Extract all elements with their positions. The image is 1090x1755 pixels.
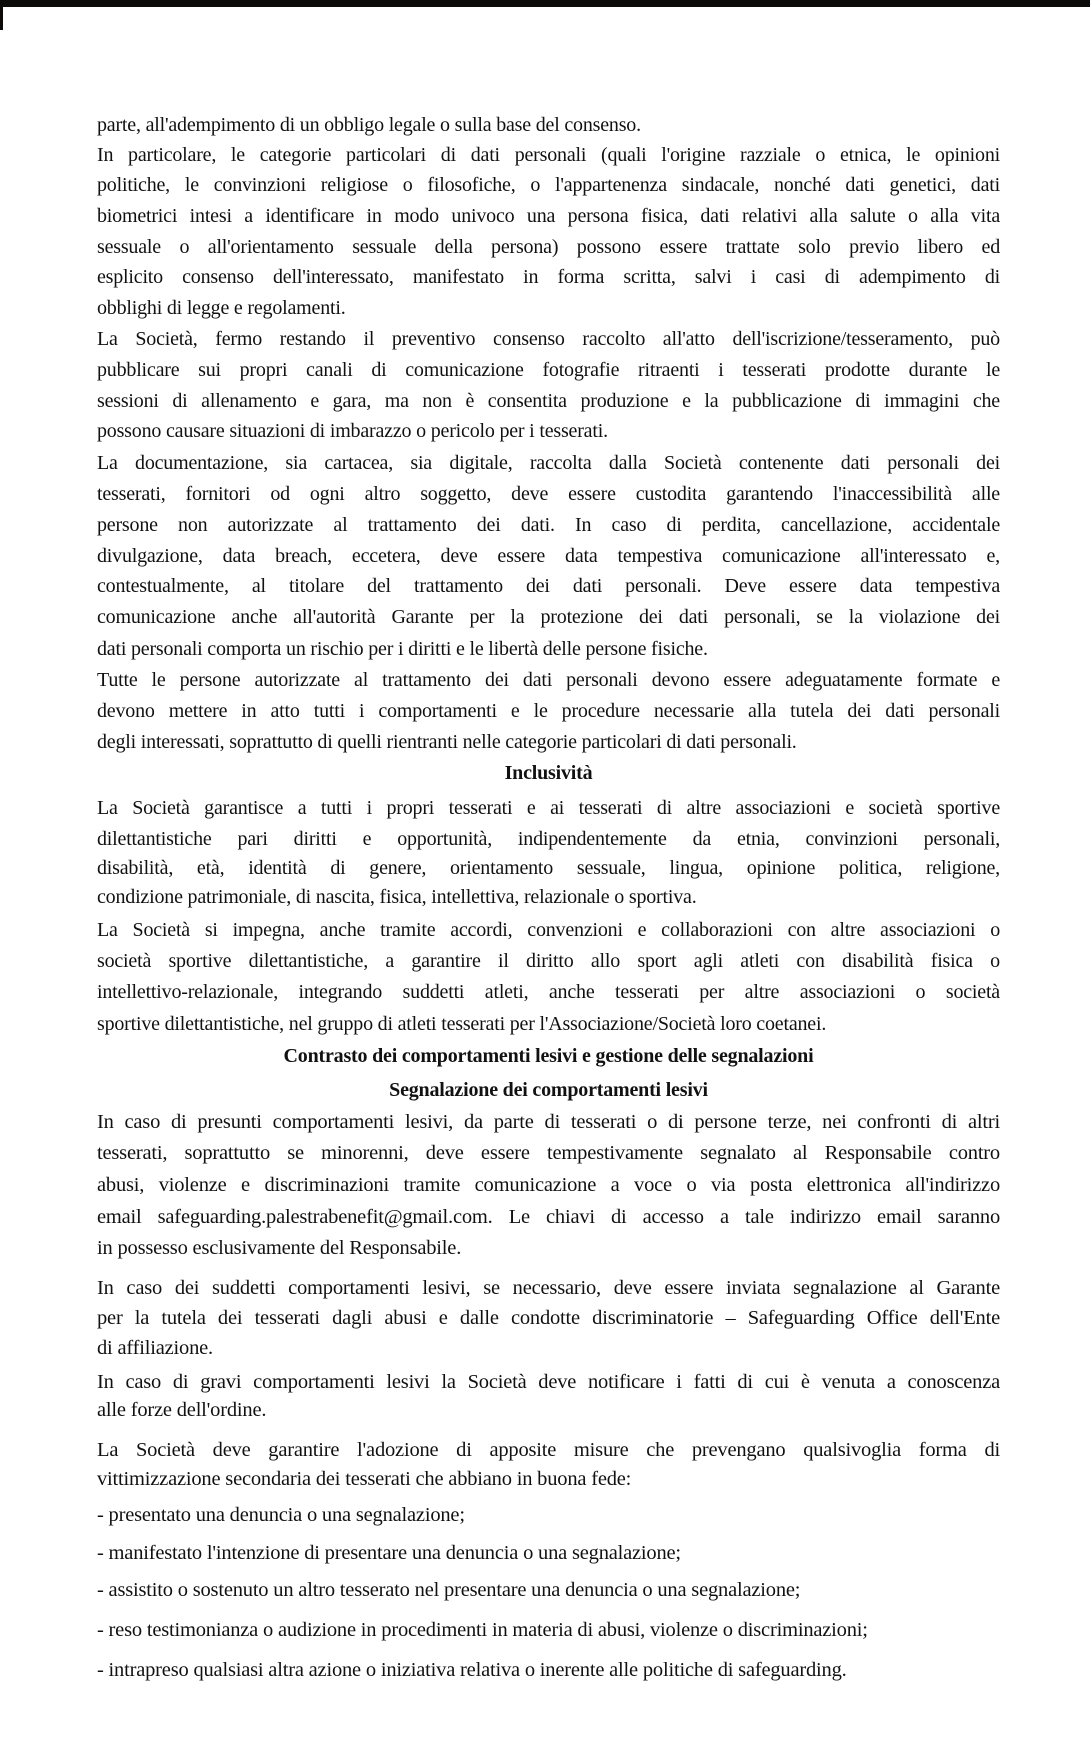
paragraph-line: condizione patrimoniale, di nascita, fisica, intellettiva, relazionale o sportiva. bbox=[97, 886, 697, 908]
paragraph-line: sportive dilettantistiche, nel gruppo di atleti tesserati per l'Associazione/Società loro coetanei. bbox=[97, 1013, 827, 1035]
paragraph-line: per la tutela dei tesserati dagli abusi e dalle condotte discriminatorie – Safeguarding Office dell'Ente bbox=[97, 1307, 1000, 1329]
paragraph-line: La documentazione, sia cartacea, sia digitale, raccolta dalla Società contenente dati personali dei bbox=[97, 452, 1000, 474]
paragraph-line: possono causare situazioni di imbarazzo o pericolo per i tesserati. bbox=[97, 420, 608, 442]
paragraph-line: vittimizzazione secondaria dei tesserati che abbiano in buona fede: bbox=[97, 1468, 632, 1490]
paragraph-line: in possesso esclusivamente del Responsabile. bbox=[97, 1237, 462, 1259]
section-heading: Contrasto dei comportamenti lesivi e gestione delle segnalazioni bbox=[283, 1045, 814, 1067]
paragraph-line: In particolare, le categorie particolari di dati personali (quali l'origine razziale o etnica, le opinioni bbox=[97, 144, 1000, 166]
paragraph-line: La Società deve garantire l'adozione di apposite misure che prevengano qualsivoglia forma di bbox=[97, 1439, 1000, 1461]
section-heading: Inclusività bbox=[504, 762, 593, 784]
paragraph-line: La Società si impegna, anche tramite accordi, convenzioni e collaborazioni con altre associazioni o bbox=[97, 919, 1000, 941]
section-heading: Segnalazione dei comportamenti lesivi bbox=[389, 1079, 708, 1101]
paragraph-line: dilettantistiche pari diritti e opportunità, indipendentemente da etnia, convinzioni personali, bbox=[97, 828, 1000, 850]
list-item: - manifestato l'intenzione di presentare una denuncia o una segnalazione; bbox=[97, 1542, 681, 1564]
paragraph-line: La Società garantisce a tutti i propri tesserati e ai tesserati di altre associazioni e società sportive bbox=[97, 797, 1000, 819]
paragraph-line: esplicito consenso dell'interessato, manifestato in forma scritta, salvi i casi di adempimento di bbox=[97, 266, 1000, 288]
paragraph-line: persone non autorizzate al trattamento dei dati. In caso di perdita, cancellazione, accidentale bbox=[97, 514, 1000, 536]
paragraph-line: In caso di presunti comportamenti lesivi, da parte di tesserati o di persone terze, nei confronti di altri bbox=[97, 1111, 1000, 1133]
paragraph-line: intellettivo-relazionale, integrando suddetti atleti, anche tesserati per altre associazioni o società bbox=[97, 981, 1000, 1003]
paragraph-line: obblighi di legge e regolamenti. bbox=[97, 297, 346, 319]
paragraph-line: email safeguarding.palestrabenefit@gmail.com. Le chiavi di accesso a tale indirizzo email saranno bbox=[97, 1206, 1000, 1228]
paragraph-line: degli interessati, soprattutto di quelli rientranti nelle categorie particolari di dati personali. bbox=[97, 731, 797, 753]
paragraph-line: di affiliazione. bbox=[97, 1337, 213, 1359]
paragraph-line: tesserati, soprattutto se minorenni, deve essere tempestivamente segnalato al Responsabile contro bbox=[97, 1142, 1000, 1164]
list-item: - assistito o sostenuto un altro tesserato nel presentare una denuncia o una segnalazione; bbox=[97, 1579, 801, 1601]
scan-edge-left bbox=[0, 0, 3, 30]
paragraph-line: abusi, violenze e discriminazioni tramite comunicazione a voce o via posta elettronica all'indirizzo bbox=[97, 1174, 1000, 1196]
paragraph-line: alle forze dell'ordine. bbox=[97, 1399, 267, 1421]
paragraph-line: parte, all'adempimento di un obbligo legale o sulla base del consenso. bbox=[97, 114, 641, 136]
list-item: - presentato una denuncia o una segnalazione; bbox=[97, 1504, 465, 1526]
paragraph-line: devono mettere in atto tutti i comportamenti e le procedure necessarie alla tutela dei dati personali bbox=[97, 700, 1000, 722]
paragraph-line: tesserati, fornitori od ogni altro soggetto, deve essere custodita garantendo l'inaccessibilità alle bbox=[97, 483, 1000, 505]
paragraph-line: sessuale o all'orientamento sessuale della persona) possono essere trattate solo previo libero ed bbox=[97, 236, 1000, 258]
paragraph-line: comunicazione anche all'autorità Garante per la protezione dei dati personali, se la violazione dei bbox=[97, 606, 1000, 628]
paragraph-line: sessioni di allenamento e gara, ma non è consentita produzione e la pubblicazione di immagini che bbox=[97, 390, 1000, 412]
paragraph-line: La Società, fermo restando il preventivo consenso raccolto all'atto dell'iscrizione/tesseramento, può bbox=[97, 328, 1000, 350]
scan-edge-top bbox=[0, 0, 1090, 7]
paragraph-line: politiche, le convinzioni religiose o filosofiche, o l'appartenenza sindacale, nonché dati genetici, dati bbox=[97, 174, 1000, 196]
list-item: - reso testimonianza o audizione in procedimenti in materia di abusi, violenze o discriminazioni; bbox=[97, 1619, 868, 1641]
paragraph-line: pubblicare sui propri canali di comunicazione fotografie ritraenti i tesserati prodotte durante le bbox=[97, 359, 1000, 381]
list-item: - intrapreso qualsiasi altra azione o iniziativa relativa o inerente alle politiche di safeguarding. bbox=[97, 1659, 847, 1681]
paragraph-line: società sportive dilettantistiche, a garantire il diritto allo sport agli atleti con disabilità fisica o bbox=[97, 950, 1000, 972]
paragraph-line: In caso di gravi comportamenti lesivi la Società deve notificare i fatti di cui è venuta a conoscenza bbox=[97, 1371, 1000, 1393]
paragraph-line: disabilità, età, identità di genere, orientamento sessuale, lingua, opinione politica, religione, bbox=[97, 857, 1000, 879]
paragraph-line: Tutte le persone autorizzate al trattamento dei dati personali devono essere adeguatamente formate e bbox=[97, 669, 1000, 691]
paragraph-line: In caso dei suddetti comportamenti lesivi, se necessario, deve essere inviata segnalazione al Garante bbox=[97, 1277, 1000, 1299]
paragraph-line: dati personali comporta un rischio per i diritti e le libertà delle persone fisiche. bbox=[97, 638, 708, 660]
paragraph-line: biometrici intesi a identificare in modo univoco una persona fisica, dati relativi alla salute o alla vita bbox=[97, 205, 1000, 227]
paragraph-line: divulgazione, data breach, eccetera, deve essere data tempestiva comunicazione all'interessato e, bbox=[97, 545, 1000, 567]
paragraph-line: contestualmente, al titolare del trattamento dei dati personali. Deve essere data tempestiva bbox=[97, 575, 1000, 597]
